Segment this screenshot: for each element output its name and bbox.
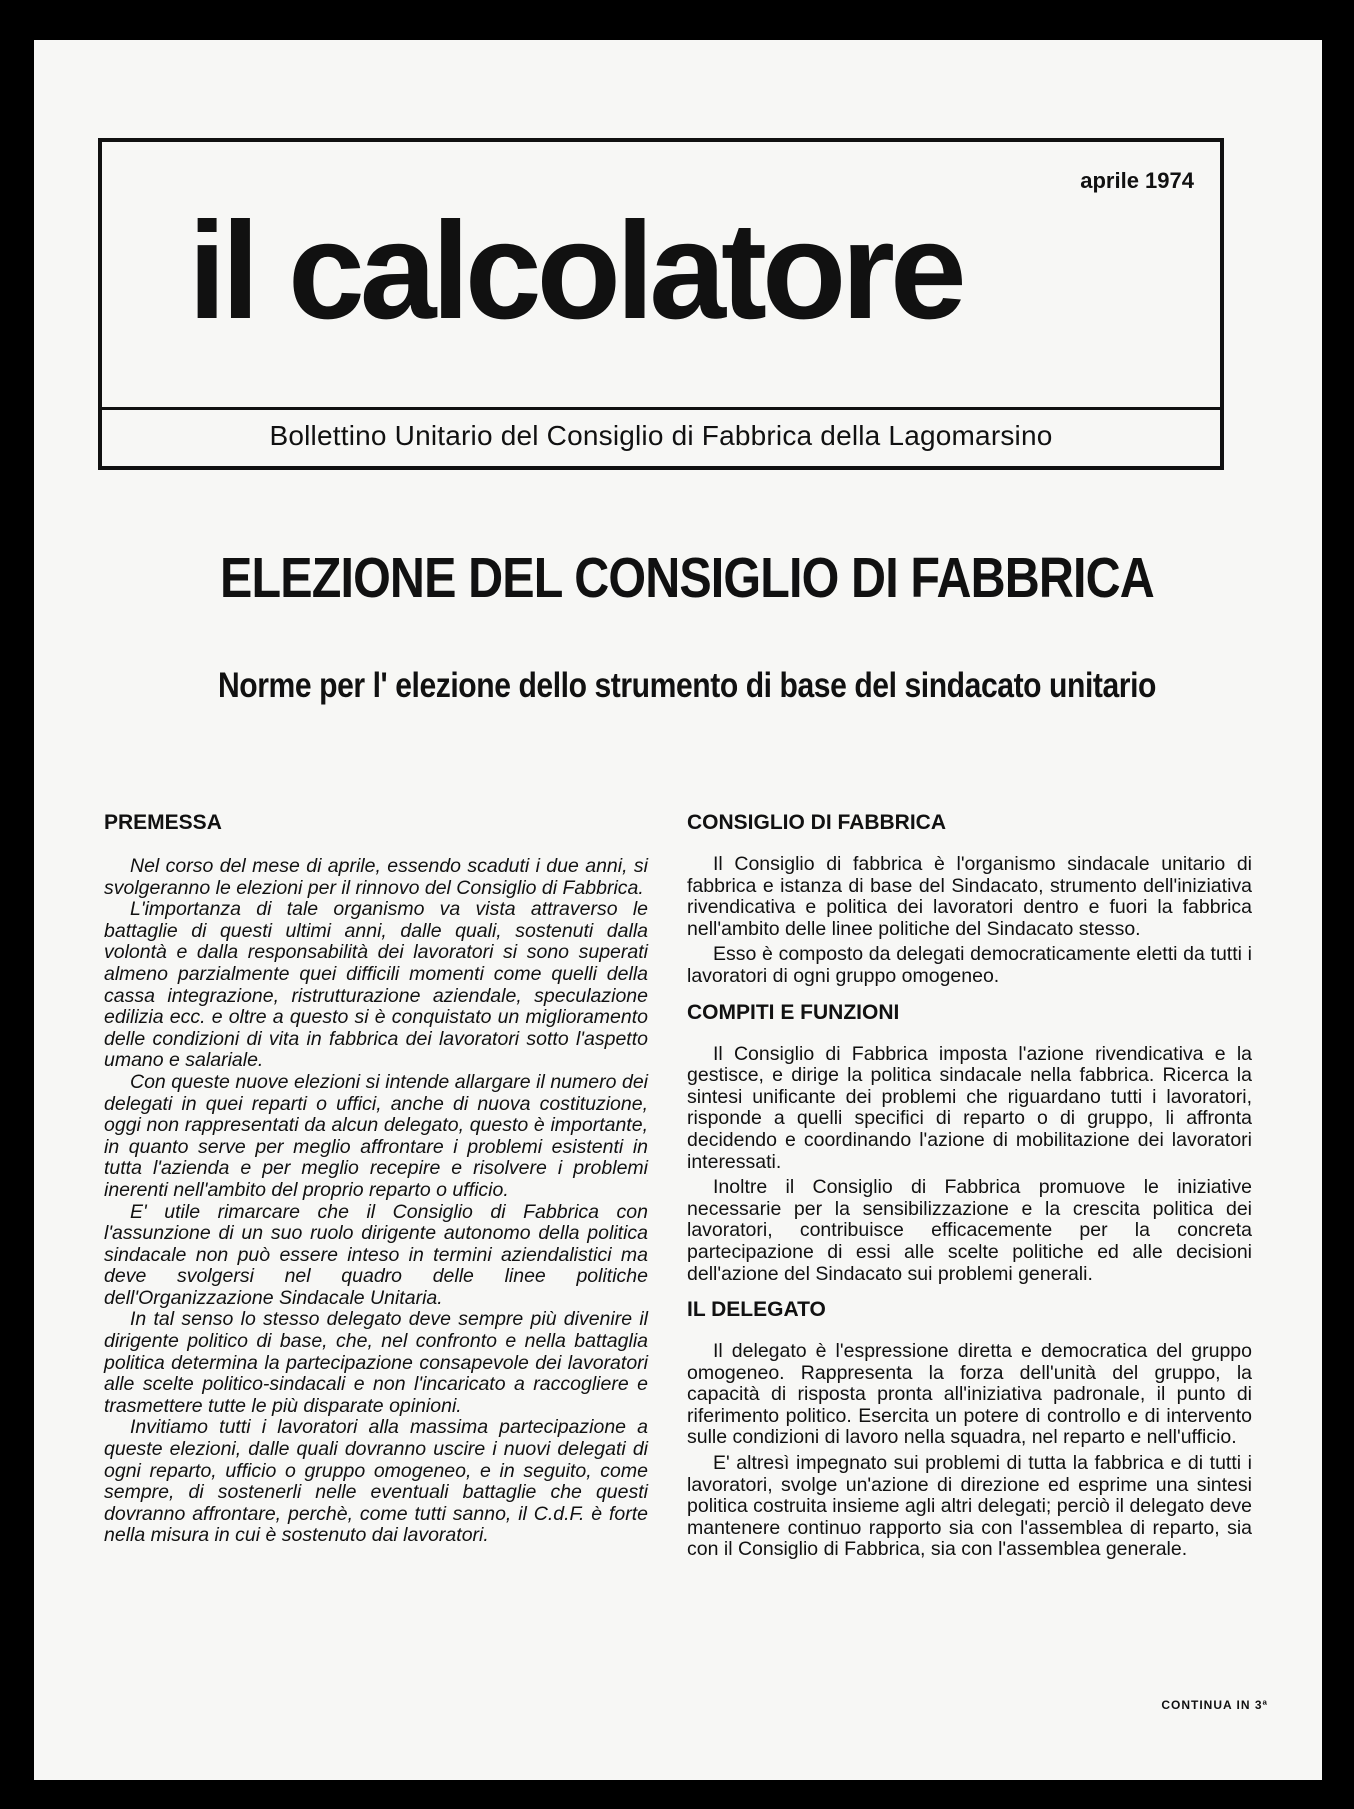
column-right (687, 810, 1252, 1561)
newsletter-title: il calcolatore (188, 194, 962, 348)
compiti-paragraph: Inoltre il Consiglio di Fabbrica promuove le iniziative necessarie per la sensibilizzazione e la crescita politica dei lavoratori, contribuisce efficacemente per la concreta partecipazione di essi alle scelte politiche ed alle decisioni dell'azione del Sindacato sui problemi generali. (687, 1176, 1252, 1285)
newsletter-subtitle: Bollettino Unitario del Consiglio di Fabbrica della Lagomarsino (102, 407, 1220, 466)
section-heading-consiglio: CONSIGLIO DI FABBRICA (687, 811, 947, 834)
premessa-paragraph: Invitiamo tutti i lavoratori alla massima partecipazione a queste elezioni, dalle quali dovranno uscire i nuovi delegati di ogni reparto, ufficio o gruppo omogeneo, e in seguito, come sempre, di sostenerli nelle eventuali battaglie che questi dovranno affrontare, perchè, come tutti sanno, il C.d.F. è forte nella misura in cui è sostenuto dai lavoratori. (104, 1416, 648, 1547)
compiti-paragraph: Il Consiglio di Fabbrica imposta l'azione rivendicativa e la gestisce, e dirige la politica sindacale nella fabbrica. Ricerca la sintesi unificante dei problemi che riguardano tutti i lavoratori, risponde a quelli specifici di reparto o di gruppo, li affronta decidendo e coordinando l'azione di mobilitazione dei lavoratori interessati. (687, 1042, 1252, 1173)
section-heading-delegato: IL DELEGATO (687, 1298, 826, 1322)
consiglio-paragraph: Esso è composto da delegati democraticamente eletti da tutti i lavoratori di ogni gruppo omogeneo. (687, 943, 1252, 987)
premessa-paragraph: Nel corso del mese di aprile, essendo scaduti i due anni, si svolgeranno le elezioni per il rinnovo del Consiglio di Fabbrica. (104, 855, 648, 899)
premessa-paragraph: Con queste nuove elezioni si intende allargare il numero dei delegati in quei reparti o uffici, anche di nuova costituzione, oggi non rappresentati da alcun delegato, questo è importante, in quanto serve per meglio affrontare i problemi esistenti in tutta l'azienda e per meglio recepire e risolvere i problemi inerenti nell'ambito del proprio reparto o ufficio. (104, 1070, 648, 1201)
continued-note: CONTINUA IN 3ª (1161, 1698, 1268, 1712)
issue-date: aprile 1974 (1080, 168, 1194, 193)
headline: ELEZIONE DEL CONSIGLIO DI FABBRICA (220, 546, 1154, 610)
subheadline: Norme per l' elezione dello strumento di base del sindacato unitario (218, 666, 1156, 705)
premessa-paragraph: E' utile rimarcare che il Consiglio di Fabbrica con l'assunzione di un suo ruolo dirigente autonomo della politica sindacale non può essere inteso in termini aziendalistici ma deve svolgersi nel quadro delle linee politiche dell'Organizzazione Sindacale Unitaria. (104, 1200, 648, 1309)
delegato-paragraph: E' altresì impegnato sui problemi di tutta la fabbrica e di tutti i lavoratori, svolge un'azione di direzione ed esprime una sintesi politica costruita insieme agli altri delegati; perciò il delegato deve mantenere continuo rapporto sia con l'assemblea di reparto, sia con il Consiglio di Fabbrica, sia con l'assemblea generale. (687, 1452, 1252, 1561)
premessa-paragraph: L'importanza di tale organismo va vista attraverso le battaglie di questi ultimi anni, dalle quali, sostenuti dalla volontà e dalla responsabilità dei lavoratori si sono superati almeno parzialmente quei difficili momenti come quelli della cassa integrazione, ristrutturazione aziendale, speculazione edilizia ecc. e oltre a questo si è conquistato un miglioramento delle condizioni di vita in fabbrica dei lavoratori sotto l'aspetto umano e salariale. (104, 898, 648, 1072)
masthead (98, 138, 1224, 470)
section-heading-premessa: PREMESSA (104, 811, 222, 834)
premessa-paragraph: In tal senso lo stesso delegato deve sempre più divenire il dirigente politico di base, che, nel confronto e nella battaglia politica determina la partecipazione consapevole dei lavoratori alle scelte politico-sindacali e non l'incaricato a raccogliere e trasmettere tutte le più disparate opinioni. (104, 1308, 648, 1417)
consiglio-paragraph: Il Consiglio di fabbrica è l'organismo sindacale unitario di fabbrica e istanza di base del Sindacato, strumento dell'iniziativa rivendicativa e politica dei lavoratori dentro e fuori la fabbrica nell'ambito delle linee politiche del Sindacato stesso. (687, 853, 1252, 940)
column-left (104, 810, 648, 1547)
delegato-paragraph: Il delegato è l'espressione diretta e democratica del gruppo omogeneo. Rappresenta la forza dell'unità del gruppo, la capacità di risposta pronta all'iniziativa padronale, il punto di riferimento politico. Esercita un potere di controllo e di intervento sulle condizioni di lavoro nella squadra, nel reparto e nell'ufficio. (687, 1340, 1252, 1449)
newsletter-page (34, 40, 1322, 1780)
section-heading-compiti: COMPITI E FUNZIONI (687, 1000, 900, 1024)
